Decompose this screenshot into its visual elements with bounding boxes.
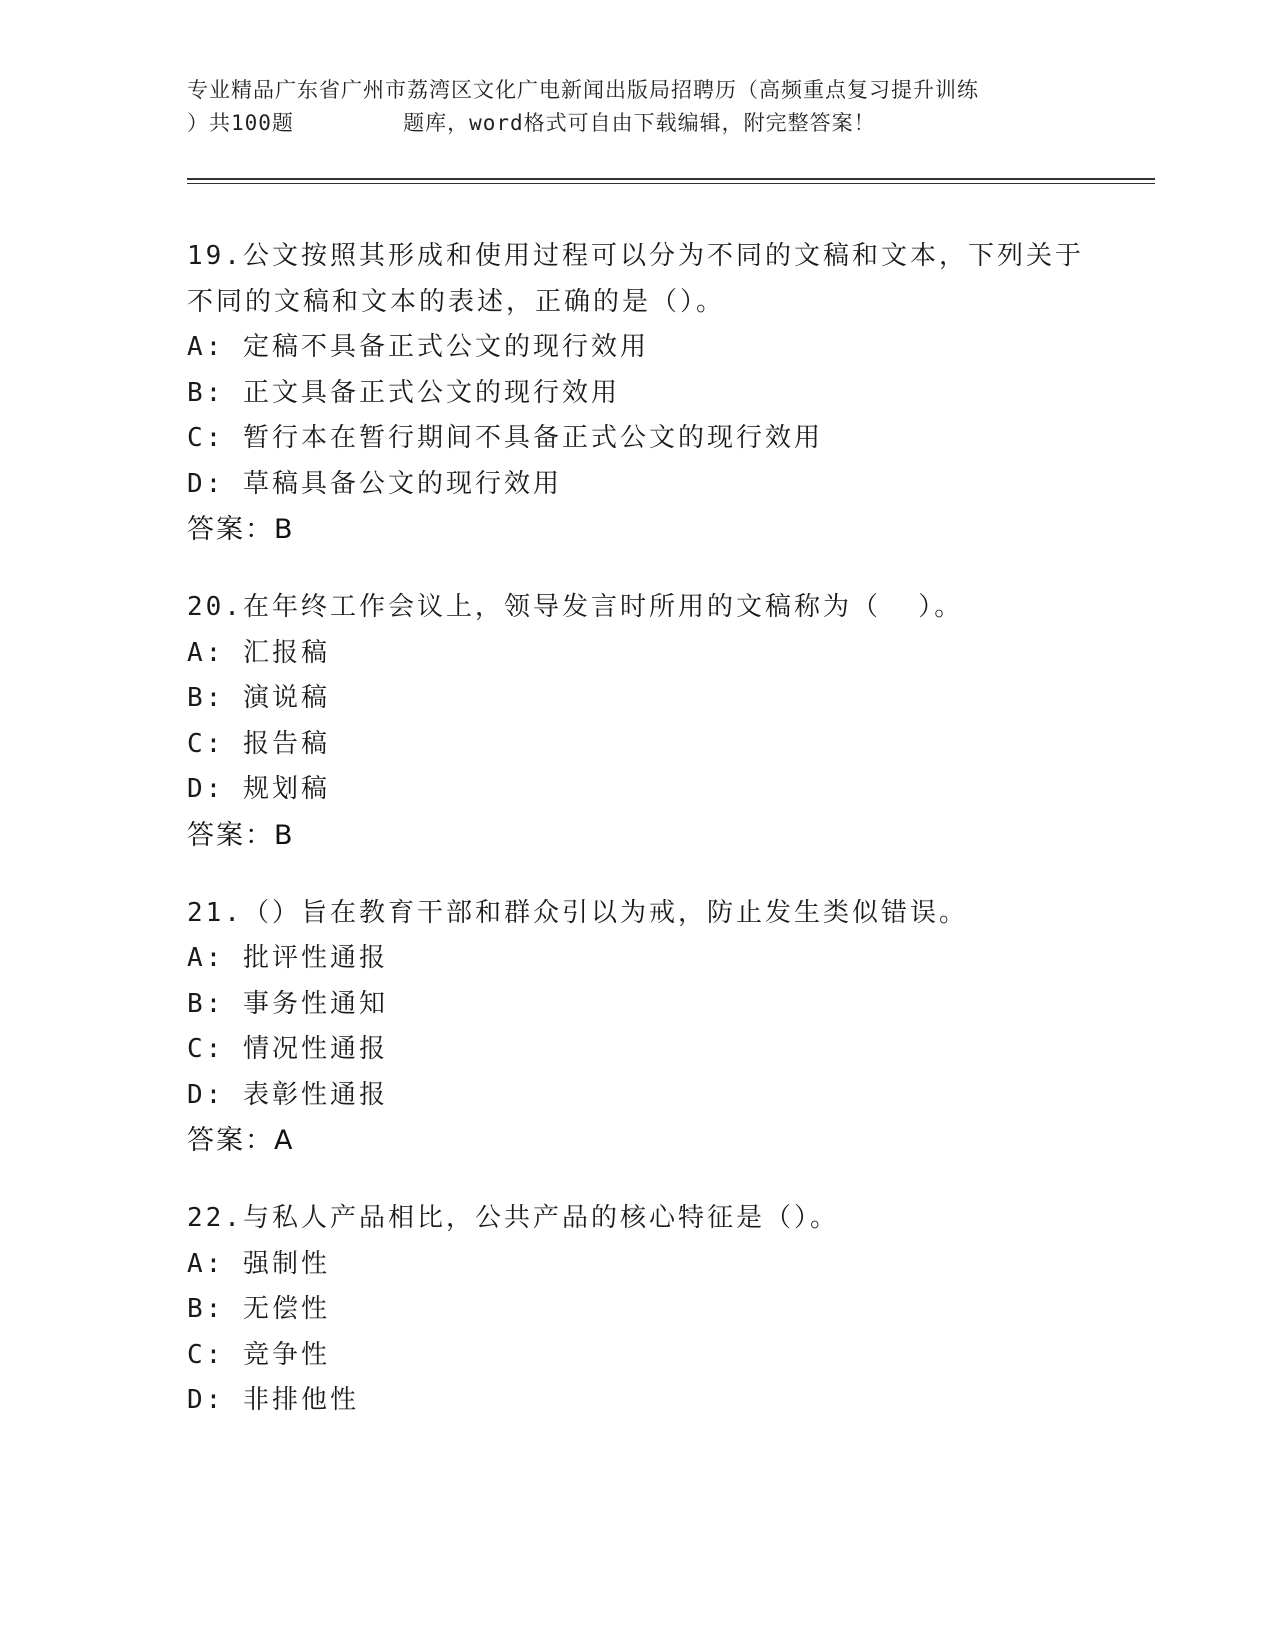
question-21 xyxy=(187,891,1117,1165)
option-d: D: 非排他性 xyxy=(187,1385,359,1415)
option-a: A: 汇报稿 xyxy=(187,637,330,668)
question-list xyxy=(187,234,1117,1456)
option-b: B: 正文具备正式公文的现行效用 xyxy=(187,377,620,408)
question-stem xyxy=(187,891,1117,937)
option-b: B: 事务性通知 xyxy=(187,988,388,1019)
option-a: A: 定稿不具备正式公文的现行效用 xyxy=(187,332,649,362)
question-22 xyxy=(187,1196,1117,1424)
header-title-line-1: 专业精品广东省广州市荔湾区文化广电新闻出版局招聘历（高频重点复习提升训练 xyxy=(187,78,979,102)
header-divider-thick xyxy=(187,178,1155,180)
question-19 xyxy=(187,234,1117,553)
option-b: B: 演说稿 xyxy=(187,683,330,713)
option-d: D: 草稿具备公文的现行效用 xyxy=(187,468,562,499)
question-stem xyxy=(187,234,1117,325)
question-stem-line: 不同的文稿和文本的表述，正确的是（）。 xyxy=(187,286,726,317)
option-c: C: 竞争性 xyxy=(187,1339,330,1370)
document-header xyxy=(187,74,1087,140)
question-stem xyxy=(187,1196,1117,1242)
option-d: D: 表彰性通报 xyxy=(187,1079,388,1110)
header-title-line-2: ）共100题 题库，word格式可自由下载编辑，附完整答案！ xyxy=(187,111,876,135)
answer-label: 答案：A xyxy=(187,1125,295,1156)
option-c: C: 暂行本在暂行期间不具备正式公文的现行效用 xyxy=(187,423,823,453)
option-c: C: 情况性通报 xyxy=(187,1034,388,1064)
question-stem xyxy=(187,585,1117,631)
option-a: A: 批评性通报 xyxy=(187,943,388,973)
question-stem-line: 21.（）旨在教育干部和群众引以为戒，防止发生类似错误。 xyxy=(187,897,968,928)
question-stem-line: 20.在年终工作会议上，领导发言时所用的文稿称为（ ）。 xyxy=(187,592,964,622)
option-d: D: 规划稿 xyxy=(187,774,330,804)
option-c: C: 报告稿 xyxy=(187,728,330,759)
option-b: B: 无偿性 xyxy=(187,1294,330,1324)
question-20 xyxy=(187,585,1117,859)
question-stem-line: 19.公文按照其形成和使用过程可以分为不同的文稿和文本，下列关于 xyxy=(187,241,1084,271)
question-stem-line: 22.与私人产品相比，公共产品的核心特征是（）。 xyxy=(187,1203,839,1233)
answer-label: 答案：B xyxy=(187,819,295,851)
header-divider-thin xyxy=(187,183,1155,184)
answer-label: 答案：B xyxy=(187,514,295,545)
option-a: A: 强制性 xyxy=(187,1248,330,1279)
